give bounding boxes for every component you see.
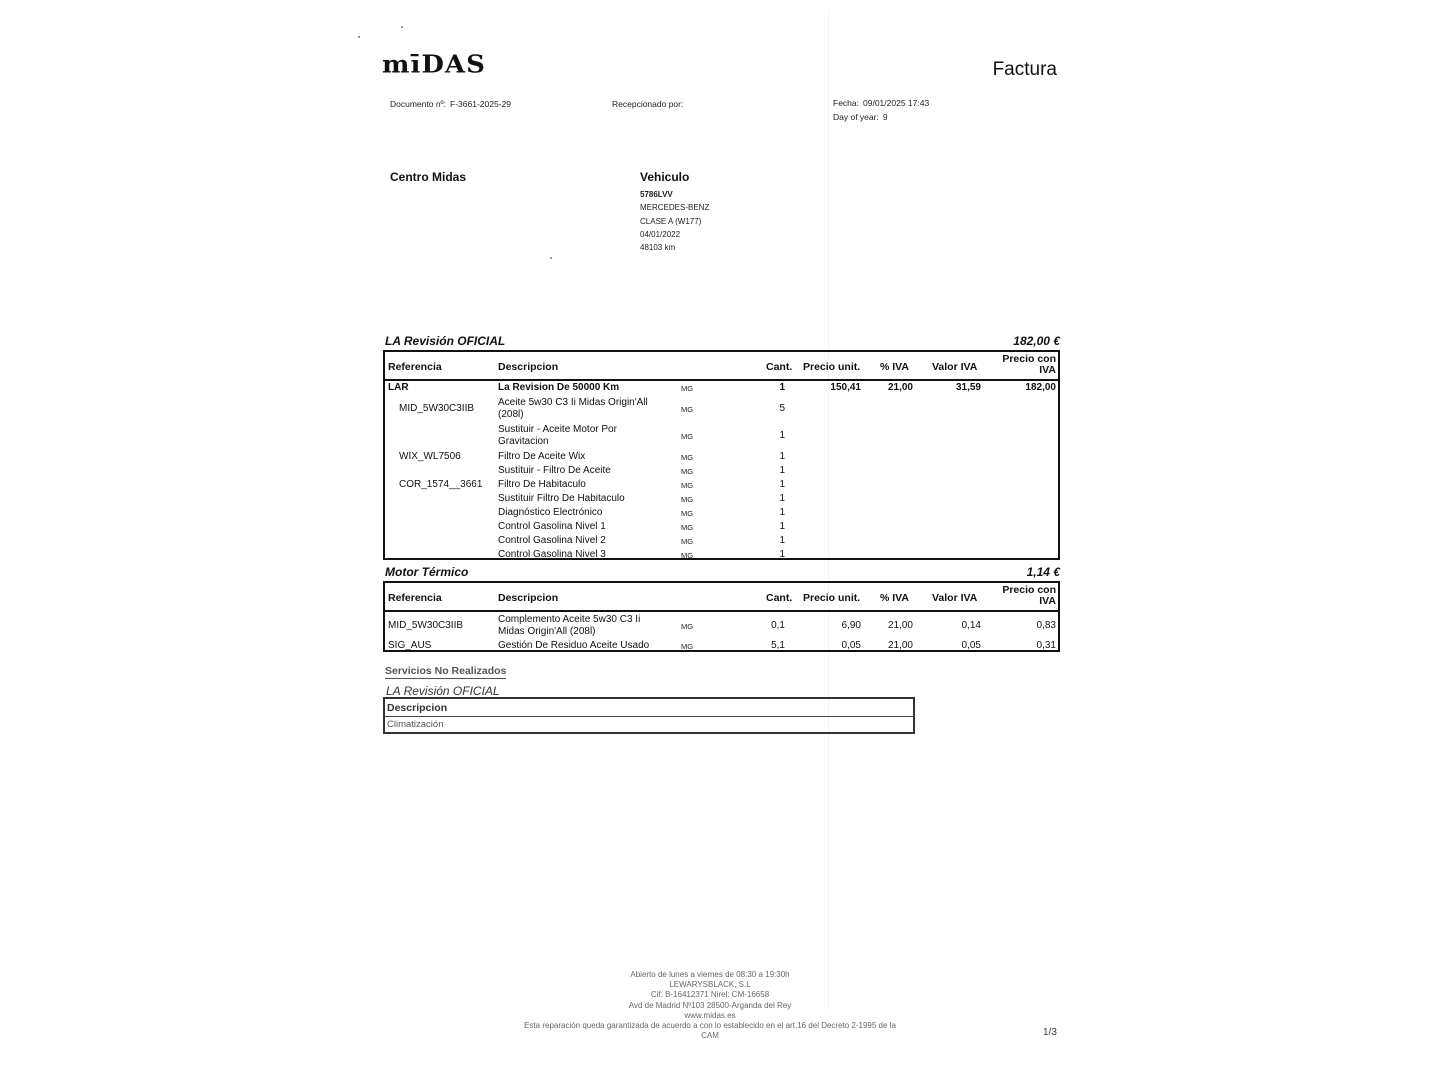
- section-motor-title: Motor Térmico: [385, 565, 469, 579]
- row-total: 182,00: [1025, 382, 1056, 393]
- table-row: Climatización: [387, 719, 444, 730]
- row-desc: Complemento Aceite 5w30 C3 Ii Midas Origin'All (208l): [498, 614, 641, 637]
- row-qty: 1: [779, 430, 785, 441]
- date-label: Fecha:: [833, 98, 859, 108]
- scan-speck: [550, 257, 552, 259]
- day-label: Day of year:: [833, 112, 879, 122]
- row-ref: WIX_WL7506: [399, 451, 461, 462]
- row-vat-pct: 21,00: [887, 620, 913, 631]
- footer-website: www.midas.es: [684, 1010, 736, 1020]
- row-unit-price: 150,41: [830, 382, 861, 393]
- document-title: Factura: [992, 59, 1057, 80]
- row-qty: 5,1: [771, 640, 785, 651]
- col-header-desc: Descripcion: [498, 361, 559, 373]
- scan-speck: [358, 36, 360, 38]
- row-qty: 0,1: [771, 620, 785, 631]
- row-desc: Sustituir - Filtro De Aceite: [498, 465, 611, 476]
- table-header-row: [385, 583, 1058, 612]
- col-header-total: [1002, 585, 1056, 607]
- row-vat-value: 0,05: [961, 640, 981, 651]
- row-qty: 1: [779, 382, 785, 393]
- row-qty: 1: [779, 493, 785, 504]
- section-revision-total: 182,00 €: [1013, 334, 1060, 348]
- footer-tax-ids: Cif: B-16412371 Nirel: CM-16658: [650, 990, 770, 1000]
- row-mg: MG: [681, 551, 694, 560]
- vehicle-title: Vehiculo: [640, 170, 690, 184]
- row-mg: MG: [681, 523, 694, 532]
- table-header-row: [385, 699, 913, 717]
- midas-logo: mīDAS: [382, 50, 486, 80]
- col-header-vat-pct: % IVA: [880, 361, 909, 373]
- row-mg: MG: [681, 495, 694, 504]
- row-desc: Sustituir Filtro De Habitaculo: [498, 493, 625, 504]
- row-vat-value: 31,59: [955, 382, 981, 393]
- row-total: 0,83: [1036, 620, 1056, 631]
- document-number: [390, 99, 511, 109]
- vehicle-mileage: 48103 km: [640, 243, 676, 253]
- row-desc: Filtro De Habitaculo: [498, 479, 586, 490]
- col-header-desc: Descripcion: [387, 702, 448, 714]
- vehicle-plate: 5786LVV: [640, 190, 673, 199]
- footer: [510, 970, 910, 1041]
- row-mg: MG: [681, 432, 694, 441]
- row-desc: Control Gasolina Nivel 2: [498, 535, 606, 546]
- invoice-date: [833, 98, 929, 108]
- services-not-done-title: Servicios No Realizados: [385, 665, 507, 677]
- col-header-total-line2: IVA: [1039, 595, 1056, 607]
- row-unit-price: 6,90: [841, 620, 861, 631]
- row-desc: Aceite 5w30 C3 Ii Midas Origin'All (208l): [498, 397, 648, 420]
- col-header-ref: Referencia: [388, 592, 442, 604]
- col-header-unit: Precio unit.: [803, 361, 861, 373]
- row-ref: MID_5W30C3IIB: [399, 403, 475, 414]
- col-header-ref: Referencia: [388, 361, 442, 373]
- footer-company: LEWARYSBLACK, S.L: [669, 980, 751, 990]
- received-by: Recepcionado por:: [612, 99, 684, 109]
- col-header-unit: Precio unit.: [803, 592, 861, 604]
- day-value: 9: [882, 112, 888, 122]
- page-number: 1/3: [1043, 1027, 1057, 1038]
- services-not-done-subtitle: LA Revisión OFICIAL: [386, 684, 500, 698]
- col-header-total-line2: IVA: [1039, 364, 1056, 376]
- row-ref: COR_1574__3661: [399, 479, 483, 490]
- col-header-total-line1: Precio con: [1002, 584, 1056, 596]
- row-vat-pct: 21,00: [887, 640, 913, 651]
- footer-address: Avd de Madrid Nº103 28500-Arganda del Rey: [628, 1000, 792, 1010]
- row-vat-pct: 21,00: [887, 382, 913, 393]
- col-header-qty: Cant.: [766, 592, 793, 604]
- col-header-total-line1: Precio con: [1002, 353, 1056, 365]
- table-header-row: [385, 352, 1058, 381]
- row-ref: LAR: [388, 382, 409, 393]
- row-qty: 1: [779, 507, 785, 518]
- row-mg: MG: [681, 642, 694, 651]
- row-qty: 1: [779, 479, 785, 490]
- row-desc: La Revision De 50000 Km: [498, 382, 620, 393]
- doc-number-value: F-3661-2025-29: [450, 99, 511, 109]
- col-header-vat-val: Valor IVA: [932, 361, 978, 373]
- date-value: 09/01/2025 17:43: [863, 98, 930, 108]
- col-header-total: [1002, 354, 1056, 376]
- vehicle-date: 04/01/2022: [640, 229, 681, 239]
- row-mg: MG: [681, 622, 694, 631]
- row-desc: Gestión De Residuo Aceite Usado: [498, 640, 650, 651]
- center-title: Centro Midas: [390, 170, 467, 184]
- col-header-vat-pct: % IVA: [880, 592, 909, 604]
- row-qty: 1: [779, 465, 785, 476]
- col-header-desc: Descripcion: [498, 592, 559, 604]
- section-revision-title: LA Revisión OFICIAL: [385, 334, 506, 348]
- row-mg: MG: [681, 453, 694, 462]
- vehicle-make: MERCEDES-BENZ: [640, 203, 710, 213]
- doc-number-label: Documento nº:: [390, 99, 447, 109]
- row-vat-value: 0,14: [961, 620, 981, 631]
- row-mg: MG: [681, 384, 694, 393]
- section-motor-header: [385, 565, 1060, 579]
- col-header-vat-val: Valor IVA: [932, 592, 978, 604]
- row-desc: Sustituir - Aceite Motor Por Gravitacion: [498, 424, 617, 447]
- footer-warranty-cont: CAM: [701, 1031, 719, 1041]
- row-ref: SIG_AUS: [388, 640, 432, 651]
- col-header-qty: Cant.: [766, 361, 793, 373]
- row-qty: 5: [779, 403, 785, 414]
- day-of-year: [833, 112, 888, 122]
- footer-hours: Abierto de lunes a viernes de 08:30 a 19:30h: [630, 970, 790, 979]
- revision-table: [383, 350, 1060, 560]
- row-total: 0,31: [1036, 640, 1056, 651]
- row-qty: 1: [779, 549, 785, 560]
- vehicle-details: [640, 188, 709, 254]
- row-mg: MG: [681, 537, 694, 546]
- row-ref: MID_5W30C3IIB: [388, 620, 464, 631]
- row-qty: 1: [779, 451, 785, 462]
- row-unit-price: 0,05: [841, 640, 861, 651]
- row-mg: MG: [681, 481, 694, 490]
- row-desc: Control Gasolina Nivel 3: [498, 549, 606, 560]
- vehicle-model: CLASE A (W177): [640, 216, 702, 226]
- row-qty: 1: [779, 535, 785, 546]
- footer-warranty: Esta reparación queda garantizada de acuerdo a con lo establecido en el art.16 del Decreto 2-1995 de la: [524, 1021, 896, 1031]
- row-mg: MG: [681, 467, 694, 476]
- motor-table: [383, 581, 1060, 652]
- row-desc: Filtro De Aceite Wix: [498, 451, 586, 462]
- section-revision-header: [385, 334, 1060, 348]
- row-desc: Diagnóstico Electrónico: [498, 507, 603, 518]
- row-mg: MG: [681, 509, 694, 518]
- row-desc: Control Gasolina Nivel 1: [498, 521, 606, 532]
- row-qty: 1: [779, 521, 785, 532]
- row-mg: MG: [681, 405, 694, 414]
- section-motor-total: 1,14 €: [1026, 565, 1060, 579]
- scan-speck: [401, 26, 403, 28]
- services-not-done-table: [383, 697, 915, 734]
